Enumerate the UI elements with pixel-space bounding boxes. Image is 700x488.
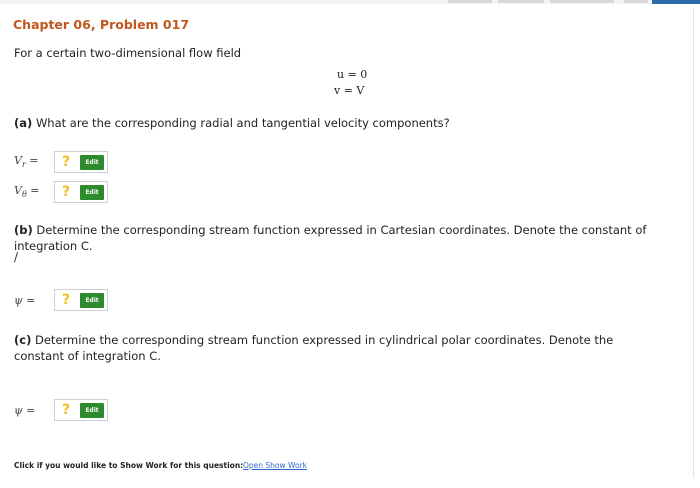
question-mark-icon: ? [61,292,71,308]
question-mark-icon: ? [61,402,71,418]
toolbar-button[interactable] [550,0,614,3]
answer-field-vr[interactable] [54,151,108,173]
edit-button-vtheta[interactable]: Edit [80,185,104,200]
toolbar-button[interactable] [624,0,648,3]
edit-button-psi-cartesian[interactable]: Edit [80,293,104,308]
open-show-work-link[interactable]: Open Show Work [243,461,308,470]
answer-row-psi-cartesian [14,288,108,312]
edit-button-vr[interactable]: Edit [80,155,104,170]
toolbar-button[interactable] [448,0,492,3]
toolbar-button[interactable] [498,0,544,3]
intro-text: For a certain two-dimensional flow field [14,46,242,60]
variable-label-vtheta: $V_\theta$ = [14,184,40,200]
part-a-question [14,116,450,130]
answer-field-psi-polar[interactable] [54,399,108,421]
answer-field-vtheta[interactable] [54,181,108,203]
answer-field-psi-cartesian[interactable] [54,289,108,311]
part-b-label: (b) [14,223,33,237]
variable-label-psi: ψ = [14,293,36,307]
panel-border [693,8,694,478]
edit-button-psi-polar[interactable]: Edit [80,403,104,418]
part-b-text-line1: Determine the corresponding stream function expressed in Cartesian coordinates. Denote the constant of [36,223,647,237]
toolbar-primary-button[interactable] [652,0,700,4]
stray-mark: / [14,250,19,264]
answer-row-vtheta [14,180,108,204]
variable-label-psi: ψ = [14,403,36,417]
part-c-question [14,332,684,364]
equation-u: u = 0 [337,68,368,81]
part-b-question [14,222,684,254]
answer-row-psi-polar [14,398,108,422]
part-c-text-line1: Determine the corresponding stream function expressed in cylindrical polar coordinates. Denote the [35,333,614,347]
question-mark-icon: ? [61,184,71,200]
page-title: Chapter 06, Problem 017 [13,17,190,32]
top-toolbar-strip [0,0,700,4]
part-c-label: (c) [14,333,32,347]
show-work-prompt: Click if you would like to Show Work for this question: [14,461,244,470]
part-c-text-line2: constant of integration C. [14,349,161,363]
variable-label-vr: $V_r$ = [14,154,39,170]
question-mark-icon: ? [61,154,71,170]
part-a-label: (a) [14,116,33,130]
answer-row-vr [14,150,108,174]
equation-v: v = V [334,84,365,97]
part-a-text: What are the corresponding radial and tangential velocity components? [35,116,450,130]
part-b-text-line2: integration C. [14,239,93,253]
